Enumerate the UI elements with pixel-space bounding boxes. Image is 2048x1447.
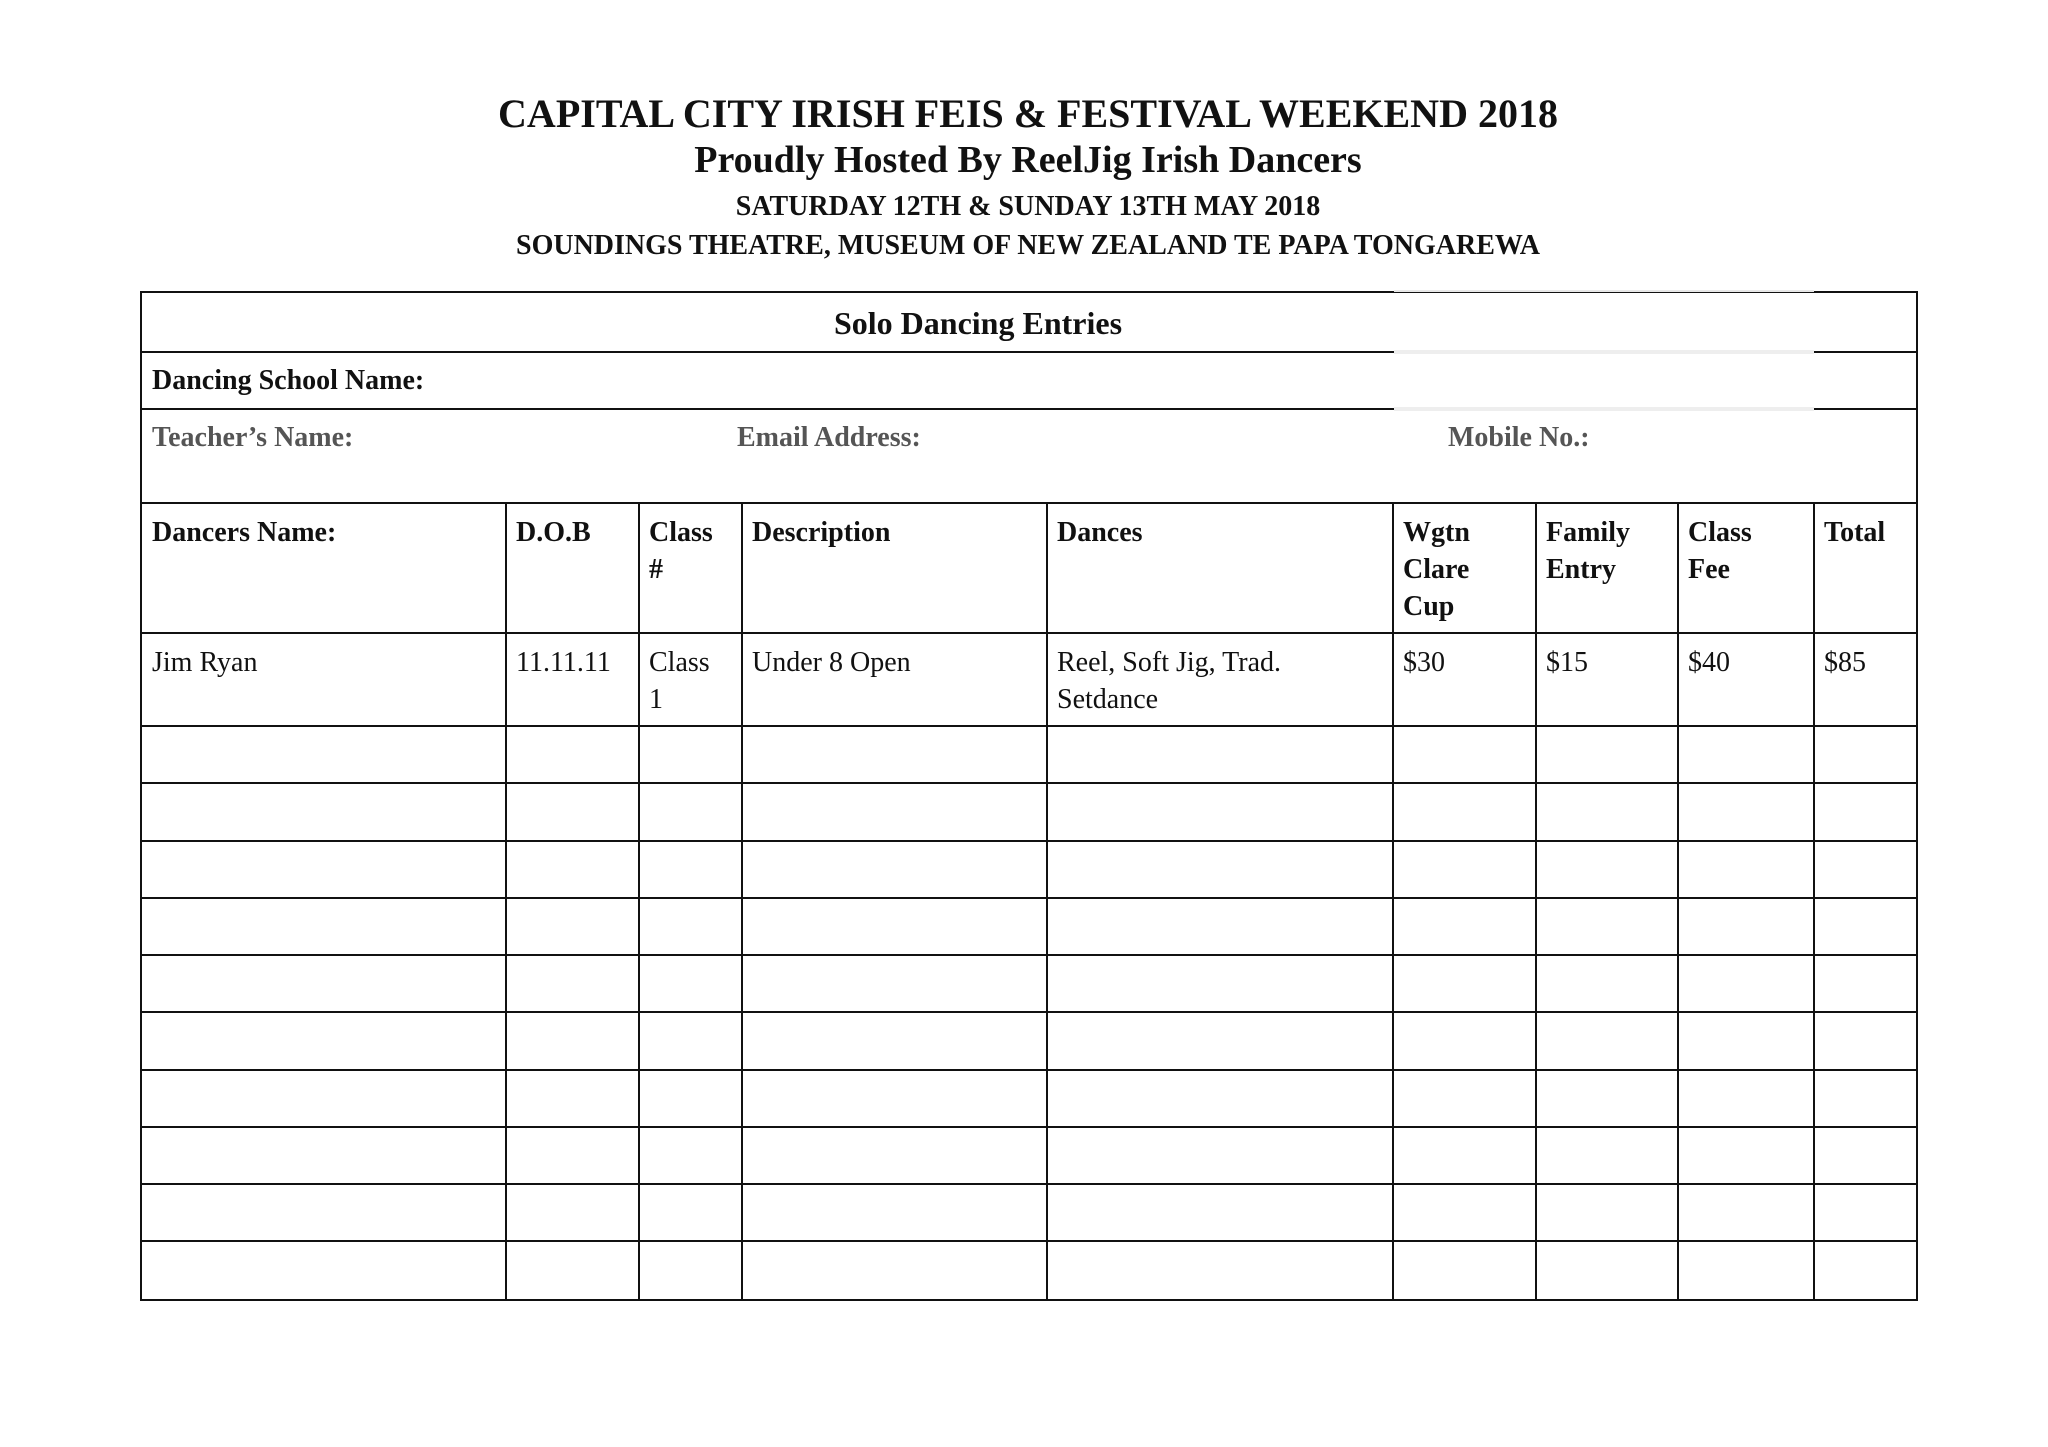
event-venue: SOUNDINGS THEATRE, MUSEUM OF NEW ZEALAND TE PAPA TONGAREWA <box>516 229 1540 261</box>
col-header-total: Total <box>1824 517 1886 548</box>
event-dates: SATURDAY 12TH & SUNDAY 13TH MAY 2018 <box>735 190 1321 222</box>
col-header-wgtn-line2: Clare <box>1403 554 1470 585</box>
rule-contact-bottom <box>142 502 1916 504</box>
col-header-dancer-name: Dancers Name: <box>152 517 337 548</box>
form-header <box>0 92 2048 261</box>
rule-row-9 <box>142 1183 1916 1185</box>
col-header-wgtn-line3: Cup <box>1403 591 1455 622</box>
section-title: Solo Dancing Entries <box>833 305 1123 341</box>
rule-row-3 <box>142 840 1916 842</box>
cell-wgtn-clare-cup: $30 <box>1403 647 1445 678</box>
col-divider-5 <box>1392 502 1394 1299</box>
rule-row-8 <box>142 1126 1916 1128</box>
mobile-number-label: Mobile No.: <box>1448 422 1590 453</box>
col-header-description: Description <box>752 517 891 548</box>
rule-gap-title <box>1394 350 1814 354</box>
rule-gap-school <box>1394 407 1814 411</box>
col-header-fee-line1: Class <box>1688 517 1752 548</box>
col-divider-2 <box>638 502 640 1299</box>
col-header-dob: D.O.B <box>516 517 591 548</box>
event-title: CAPITAL CITY IRISH FEIS & FESTIVAL WEEKEND 2018 <box>498 91 1558 136</box>
col-header-dances: Dances <box>1057 517 1143 548</box>
col-divider-7 <box>1677 502 1679 1299</box>
cell-dances-line1: Reel, Soft Jig, Trad. <box>1057 647 1282 678</box>
col-header-fee-line2: Fee <box>1688 554 1730 585</box>
cell-family-entry: $15 <box>1546 647 1588 678</box>
cell-class-line1: Class <box>649 647 710 678</box>
rule-row-1 <box>142 725 1916 727</box>
col-header-family-line2: Entry <box>1546 554 1616 585</box>
rule-row-5 <box>142 954 1916 956</box>
rule-row-4 <box>142 897 1916 899</box>
cell-class-line2: 1 <box>649 684 663 715</box>
cell-dances-line2: Setdance <box>1057 684 1159 715</box>
cell-class-fee: $40 <box>1688 647 1730 678</box>
cell-dancer-name: Jim Ryan <box>152 647 258 678</box>
col-divider-4 <box>1046 502 1048 1299</box>
teacher-name-label: Teacher’s Name: <box>152 422 354 453</box>
rule-row-6 <box>142 1011 1916 1013</box>
cell-dob: 11.11.11 <box>516 647 611 678</box>
col-header-class-line2: # <box>649 554 663 585</box>
rule-row-10 <box>142 1240 1916 1242</box>
event-host: Proudly Hosted By ReelJig Irish Dancers <box>694 139 1362 181</box>
border-gap-top <box>1394 290 1814 292</box>
rule-row-2 <box>142 782 1916 784</box>
rule-row-7 <box>142 1069 1916 1071</box>
col-divider-3 <box>741 502 743 1299</box>
email-address-label: Email Address: <box>737 422 921 453</box>
col-header-wgtn-line1: Wgtn <box>1403 517 1470 548</box>
cell-description: Under 8 Open <box>752 647 911 678</box>
col-divider-8 <box>1813 502 1815 1299</box>
rule-header-bottom <box>142 632 1916 634</box>
col-divider-6 <box>1535 502 1537 1299</box>
col-header-class: Class <box>649 517 713 548</box>
entry-form-table <box>140 291 1918 1301</box>
school-name-label: Dancing School Name: <box>152 365 425 396</box>
cell-total: $85 <box>1824 647 1866 678</box>
col-divider-1 <box>505 502 507 1299</box>
col-header-family-line1: Family <box>1546 517 1630 548</box>
